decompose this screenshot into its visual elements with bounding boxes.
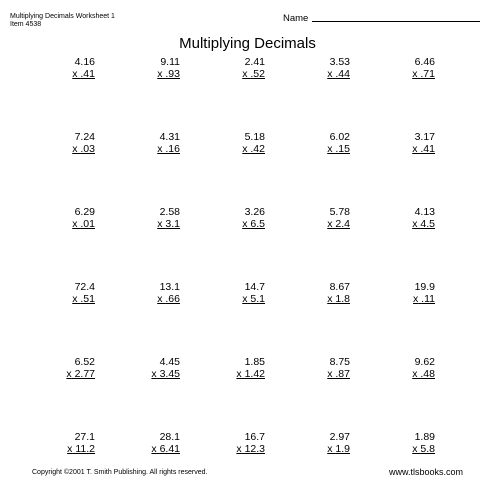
name-field — [283, 12, 480, 24]
problem — [299, 356, 384, 431]
multiplier-value: .66 — [165, 293, 180, 305]
operator: x — [151, 368, 157, 380]
operator: x — [236, 443, 242, 455]
worksheet-header — [10, 13, 115, 29]
multiplier-value: .15 — [335, 143, 350, 155]
multiplicand: 5.18 — [244, 131, 265, 143]
problem — [384, 431, 469, 501]
problem — [129, 281, 214, 356]
operator: x — [412, 68, 418, 80]
problem — [384, 356, 469, 431]
operator: x — [327, 143, 333, 155]
multiplier — [72, 68, 95, 80]
multiplier — [242, 143, 265, 155]
multiplier — [242, 68, 265, 80]
multiplicand: 2.58 — [159, 206, 180, 218]
multiplier-value: .11 — [421, 293, 435, 305]
multiplicand: 9.62 — [414, 356, 435, 368]
multiplier — [151, 368, 180, 380]
multiplicand: 72.4 — [74, 281, 95, 293]
multiplicand: 14.7 — [244, 281, 265, 293]
operator: x — [413, 293, 419, 305]
operator: x — [242, 293, 248, 305]
multiplicand: 3.26 — [244, 206, 265, 218]
operator: x — [242, 143, 248, 155]
operator: x — [157, 68, 163, 80]
problem — [44, 431, 129, 501]
operator: x — [72, 143, 78, 155]
multiplicand: 6.52 — [74, 356, 95, 368]
problem — [384, 281, 469, 356]
problem — [384, 206, 469, 281]
operator: x — [327, 368, 333, 380]
multiplier-value: 1.42 — [244, 368, 265, 380]
problem — [44, 281, 129, 356]
multiplier — [412, 443, 435, 455]
problem — [214, 206, 299, 281]
multiplicand: 2.97 — [329, 431, 350, 443]
multiplier — [151, 443, 180, 455]
problem-row — [44, 431, 469, 501]
multiplicand: 16.7 — [244, 431, 265, 443]
multiplier-value: 1.9 — [335, 443, 350, 455]
operator: x — [236, 368, 242, 380]
multiplier — [157, 68, 180, 80]
multiplier-value: .16 — [165, 143, 180, 155]
problem-row — [44, 206, 469, 281]
problem — [299, 281, 384, 356]
operator: x — [327, 68, 333, 80]
copyright: Copyright ©2001 T. Smith Publishing. All rights reserved. — [32, 469, 208, 476]
multiplicand: 3.17 — [414, 131, 435, 143]
multiplier-value: .41 — [420, 143, 435, 155]
multiplier — [412, 68, 435, 80]
operator: x — [412, 143, 418, 155]
item-number: Item 4538 — [10, 21, 42, 28]
multiplier — [242, 293, 265, 305]
multiplier-value: 3.45 — [159, 368, 180, 380]
multiplier-value: 4.5 — [420, 218, 435, 230]
problem — [384, 131, 469, 206]
multiplicand: 9.11 — [160, 56, 180, 68]
problem — [129, 56, 214, 131]
multiplier — [157, 218, 180, 230]
multiplier-value: .51 — [80, 293, 95, 305]
operator: x — [72, 218, 78, 230]
problem — [129, 356, 214, 431]
multiplicand: 5.78 — [329, 206, 350, 218]
multiplicand: 7.24 — [74, 131, 95, 143]
problem-row — [44, 356, 469, 431]
page-title: Multiplying Decimals — [179, 35, 316, 52]
problem — [214, 131, 299, 206]
multiplicand: 8.67 — [329, 281, 350, 293]
multiplicand: 1.89 — [414, 431, 435, 443]
problem — [299, 131, 384, 206]
problem — [299, 56, 384, 131]
multiplicand: 1.85 — [244, 356, 265, 368]
multiplier — [412, 143, 435, 155]
multiplier-value: 2.4 — [335, 218, 350, 230]
name-line — [312, 12, 480, 22]
operator: x — [412, 218, 418, 230]
multiplicand: 4.13 — [414, 206, 435, 218]
multiplier-value: 11.2 — [75, 443, 95, 455]
multiplier — [327, 143, 350, 155]
operator: x — [327, 218, 333, 230]
multiplicand: 8.75 — [329, 356, 350, 368]
problem — [44, 56, 129, 131]
problem — [44, 131, 129, 206]
operator: x — [157, 143, 163, 155]
operator: x — [242, 68, 248, 80]
multiplier — [412, 218, 435, 230]
problem-row — [44, 56, 469, 131]
problem — [214, 281, 299, 356]
multiplier-value: .87 — [335, 368, 350, 380]
multiplier — [72, 143, 95, 155]
multiplier — [327, 293, 350, 305]
worksheet-title: Multiplying Decimals Worksheet 1 — [10, 13, 115, 20]
operator: x — [157, 218, 163, 230]
operator: x — [412, 443, 418, 455]
multiplicand: 4.31 — [159, 131, 180, 143]
operator: x — [151, 443, 157, 455]
multiplicand: 4.16 — [74, 56, 95, 68]
multiplier — [327, 368, 350, 380]
multiplier — [327, 68, 350, 80]
multiplier — [413, 293, 435, 305]
name-label: Name — [283, 13, 309, 24]
multiplicand: 6.46 — [414, 56, 435, 68]
multiplier-value: .42 — [250, 143, 265, 155]
multiplier — [412, 368, 435, 380]
multiplier-value: 2.77 — [74, 368, 95, 380]
multiplier — [236, 443, 265, 455]
multiplier — [72, 293, 95, 305]
problem — [129, 431, 214, 501]
multiplicand: 3.53 — [329, 56, 350, 68]
multiplier-value: .48 — [420, 368, 435, 380]
multiplier — [66, 368, 95, 380]
problem — [214, 431, 299, 501]
problem — [129, 206, 214, 281]
multiplier-value: .93 — [165, 68, 180, 80]
operator: x — [327, 443, 333, 455]
problem — [129, 131, 214, 206]
operator: x — [66, 368, 72, 380]
multiplicand: 19.9 — [414, 281, 435, 293]
website: www.tlsbooks.com — [388, 467, 463, 477]
operator: x — [242, 218, 248, 230]
multiplier-value: 3.1 — [165, 218, 180, 230]
multiplier-value: 5.1 — [250, 293, 265, 305]
multiplier-value: .52 — [250, 68, 265, 80]
multiplier-value: 12.3 — [244, 443, 265, 455]
multiplier-value: 5.8 — [420, 443, 435, 455]
multiplier-value: .01 — [80, 218, 95, 230]
multiplier-value: 6.5 — [250, 218, 265, 230]
problem — [299, 206, 384, 281]
operator: x — [72, 68, 78, 80]
operator: x — [67, 443, 73, 455]
multiplicand: 6.02 — [329, 131, 350, 143]
multiplicand: 27.1 — [74, 431, 95, 443]
multiplicand: 13.1 — [159, 281, 180, 293]
multiplier-value: .03 — [80, 143, 95, 155]
problem — [384, 56, 469, 131]
multiplicand: 4.45 — [159, 356, 180, 368]
problem — [214, 356, 299, 431]
problem-grid — [44, 56, 469, 501]
problem — [44, 206, 129, 281]
operator: x — [412, 368, 418, 380]
multiplier-value: .44 — [335, 68, 350, 80]
problem-row — [44, 131, 469, 206]
operator: x — [327, 293, 333, 305]
multiplier — [327, 443, 350, 455]
multiplier — [157, 143, 180, 155]
problem — [214, 56, 299, 131]
multiplicand: 28.1 — [159, 431, 180, 443]
operator: x — [72, 293, 78, 305]
multiplicand: 2.41 — [244, 56, 265, 68]
multiplier-value: 1.8 — [335, 293, 350, 305]
multiplier — [242, 218, 265, 230]
multiplier — [72, 218, 95, 230]
multiplier-value: 6.41 — [159, 443, 180, 455]
multiplier — [327, 218, 350, 230]
multiplier-value: .71 — [420, 68, 435, 80]
problem-row — [44, 281, 469, 356]
multiplicand: 6.29 — [74, 206, 95, 218]
problem — [299, 431, 384, 501]
operator: x — [157, 293, 163, 305]
problem — [44, 356, 129, 431]
multiplier — [67, 443, 95, 455]
multiplier — [236, 368, 265, 380]
multiplier-value: .41 — [80, 68, 95, 80]
multiplier — [157, 293, 180, 305]
